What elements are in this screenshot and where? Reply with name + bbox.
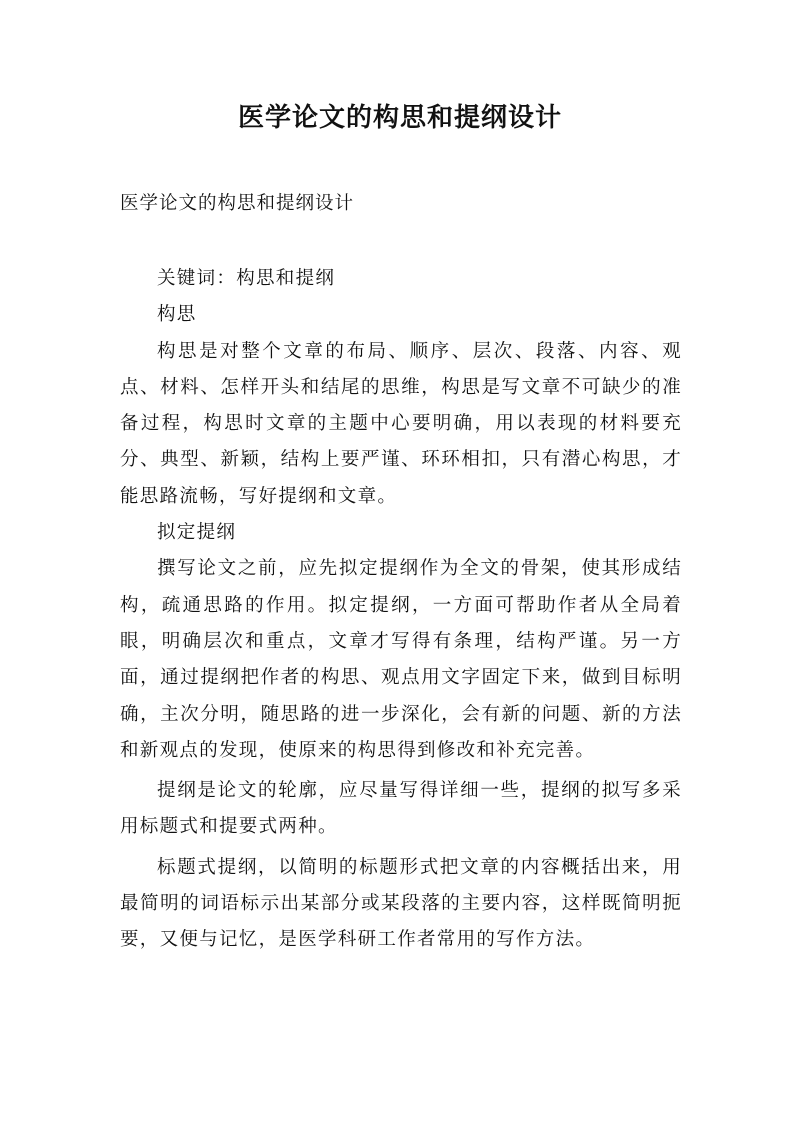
paragraph-outline-types: 提纲是论文的轮廓，应尽量写得详细一些，提纲的拟写多采用标题式和提要式两种。: [120, 780, 682, 838]
paragraph-title-style-outline: 标题式提纲，以简明的标题形式把文章的内容概括出来，用最简明的词语标示出某部分或某段落的主要内容，这样既简明扼要，又便与记忆，是医学科研工作者常用的写作方法。: [120, 856, 682, 951]
section-heading-conception: 构思: [157, 304, 197, 326]
section-heading-outline: 拟定提纲: [157, 522, 237, 544]
document-body: [120, 261, 682, 959]
paragraph-outline-purpose: 撰写论文之前，应先拟定提纲作为全文的骨架，使其形成结构，疏通思路的作用。拟定提纲，一方面可帮助作者从全局着眼，明确层次和重点，文章才写得有条理，结构严谨。另一方面，通过提纲把作者的构思、观点用文字固定下来，做到目标明确，主次分明，随思路的进一步深化，会有新的问题、新的方法和新观点的发现，使原来的构思得到修改和补充完善。: [120, 558, 682, 761]
paragraph-conception: 构思是对整个文章的布局、顺序、层次、段落、内容、观点、材料、怎样开头和结尾的思维，构思是写文章不可缺少的准备过程，构思时文章的主题中心要明确，用以表现的材料要充分、典型、新颖，结构上要严谨、环环相扣，只有潜心构思，才能思路流畅，写好提纲和文章。: [120, 340, 682, 507]
page-title: 医学论文的构思和提纲设计: [237, 103, 562, 133]
keywords-line: 关键词：构思和提纲: [157, 268, 336, 289]
document-subtitle: 医学论文的构思和提纲设计: [120, 193, 355, 214]
